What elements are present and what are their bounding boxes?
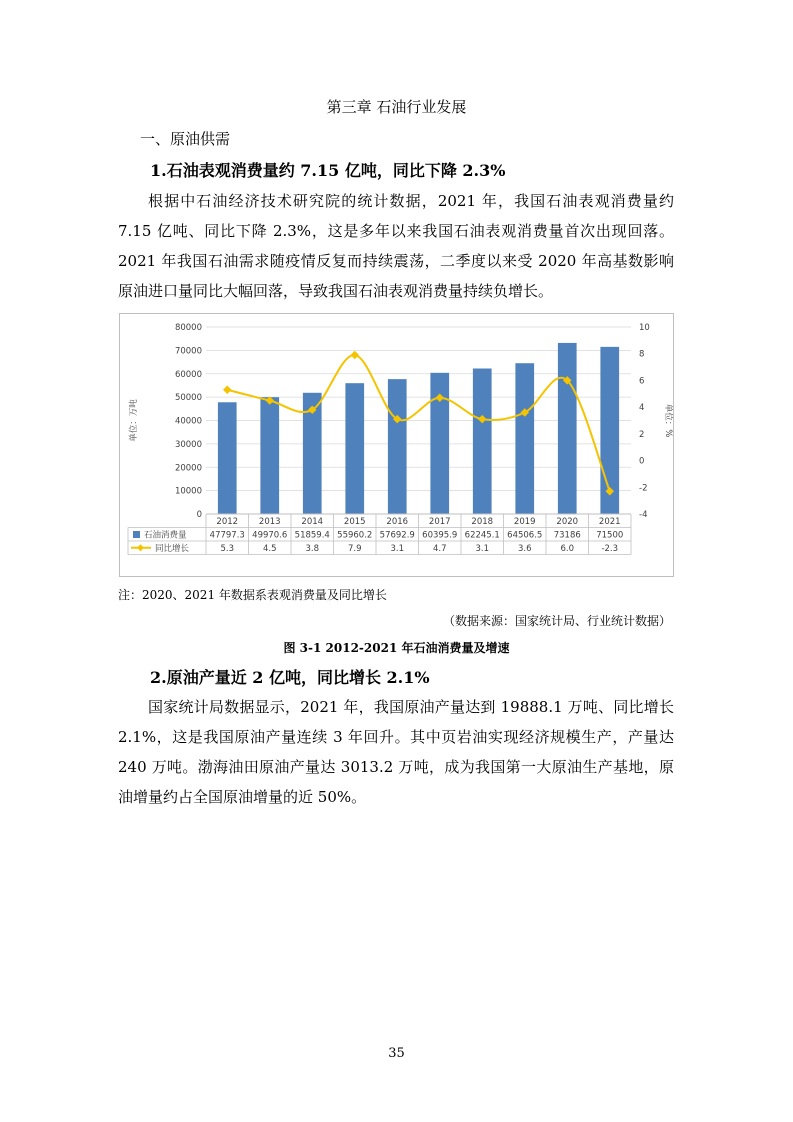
category-label: 2020 [556, 517, 579, 527]
y2-tick-label: 6 [639, 376, 645, 387]
y-tick-label: 10000 [174, 486, 202, 497]
chart-svg [120, 314, 673, 576]
page-number: 35 [388, 1046, 405, 1061]
legend-bar-swatch [133, 531, 140, 538]
y-axis-label: 单位：万吨 [129, 399, 139, 442]
data-label: 51859.4 [294, 530, 330, 541]
consumption-chart [119, 313, 674, 577]
data-label: 73186 [553, 530, 581, 541]
data-label: 55960.2 [337, 530, 373, 541]
y2-tick-label: -4 [639, 510, 648, 520]
data-label: 4.5 [262, 544, 277, 554]
chapter-title: 第三章 石油行业发展 [326, 98, 467, 116]
growth-point [223, 386, 231, 394]
paragraph-line: 根据中石油经济技术研究院的统计数据，2021 年，我国石油表观消费量约 [148, 192, 674, 210]
section-heading: 一、原油供需 [140, 130, 231, 148]
y-tick-label: 30000 [174, 439, 202, 450]
data-label: 3.8 [305, 544, 320, 554]
y2-tick-label: 10 [639, 323, 650, 333]
bar [345, 383, 364, 514]
data-label: 47797.3 [209, 530, 245, 541]
y2-tick-label: -2 [639, 483, 648, 494]
data-label: 49970.6 [252, 530, 288, 541]
y-tick-label: 50000 [174, 393, 202, 404]
subsection-heading-2: 2.原油产量近 2 亿吨，同比增长 2.1% [150, 668, 430, 687]
bar [473, 369, 492, 514]
y-tick-label: 20000 [174, 463, 202, 474]
data-label: 64506.5 [507, 530, 543, 541]
y2-tick-label: 8 [639, 349, 645, 360]
data-label: 3.1 [390, 544, 405, 554]
y-tick-label: 80000 [174, 323, 202, 333]
data-label: 71500 [596, 530, 624, 541]
chart-note: 注：2020、2021 年数据系表观消费量及同比增长 [118, 588, 387, 602]
category-label: 2015 [343, 517, 366, 527]
subsection-heading-1: 1.石油表观消费量约 7.15 亿吨，同比下降 2.3% [150, 161, 506, 180]
data-label: 7.9 [347, 544, 362, 554]
paragraph-1 [118, 186, 674, 306]
category-label: 2019 [513, 517, 536, 527]
bar [515, 363, 534, 514]
bar [388, 379, 407, 514]
data-label: 3.6 [517, 544, 532, 554]
legend-label: 同比增长 [155, 544, 190, 554]
paragraph-line: 2021 年我国石油需求随疫情反复而持续震荡，二季度以来受 2020 年高基数影响 [118, 252, 674, 270]
data-label: 62245.1 [464, 530, 500, 541]
bar [218, 402, 237, 514]
category-label: 2014 [301, 517, 324, 527]
y2-axis-label: 单位：% [663, 403, 673, 438]
paragraph-line: 油增量约占全国原油增量的近 50%。 [118, 788, 367, 806]
category-label: 2013 [258, 517, 281, 527]
data-source: （数据来源：国家统计局、行业统计数据） [442, 614, 671, 628]
y-tick-label: 70000 [174, 346, 202, 357]
y-tick-label: 40000 [174, 416, 202, 427]
paragraph-line: 2.1%，这是我国原油产量连续 3 年回升。其中页岩油实现经济规模生产，产量达 [118, 728, 674, 746]
y2-tick-label: 2 [639, 429, 645, 440]
legend-label: 石油消费量 [144, 530, 187, 541]
data-label: 5.3 [220, 544, 235, 554]
data-label: -2.3 [601, 544, 619, 554]
growth-point [351, 351, 359, 359]
y2-tick-label: 4 [639, 403, 645, 414]
category-label: 2016 [386, 517, 409, 527]
data-label: 6.0 [560, 544, 575, 554]
paragraph-2 [118, 692, 674, 812]
paragraph-line: 原油进口量同比大幅回落，导致我国石油表观消费量持续负增长。 [118, 282, 554, 300]
growth-line [227, 355, 610, 491]
y-tick-label: 0 [196, 510, 202, 520]
bar [558, 343, 577, 514]
y2-tick-label: 0 [639, 456, 645, 467]
bar [260, 397, 279, 514]
data-label: 57692.9 [379, 530, 415, 541]
figure-caption: 图 3-1 2012-2021 年石油消费量及增速 [283, 641, 510, 655]
data-label: 3.1 [475, 544, 490, 554]
category-label: 2018 [471, 517, 494, 527]
paragraph-line: 7.15 亿吨、同比下降 2.3%，这是多年以来我国石油表观消费量首次出现回落。 [118, 222, 674, 240]
category-label: 2021 [598, 517, 621, 527]
legend-line-marker [137, 544, 144, 551]
data-label: 4.7 [432, 544, 447, 554]
data-label: 60395.9 [422, 530, 458, 541]
category-label: 2012 [216, 517, 239, 527]
category-label: 2017 [428, 517, 451, 527]
paragraph-line: 240 万吨。渤海油田原油产量达 3013.2 万吨，成为我国第一大原油生产基地，原 [118, 758, 674, 776]
y-tick-label: 60000 [174, 369, 202, 380]
paragraph-line: 国家统计局数据显示，2021 年，我国原油产量达到 19888.1 万吨、同比增长 [148, 698, 674, 716]
